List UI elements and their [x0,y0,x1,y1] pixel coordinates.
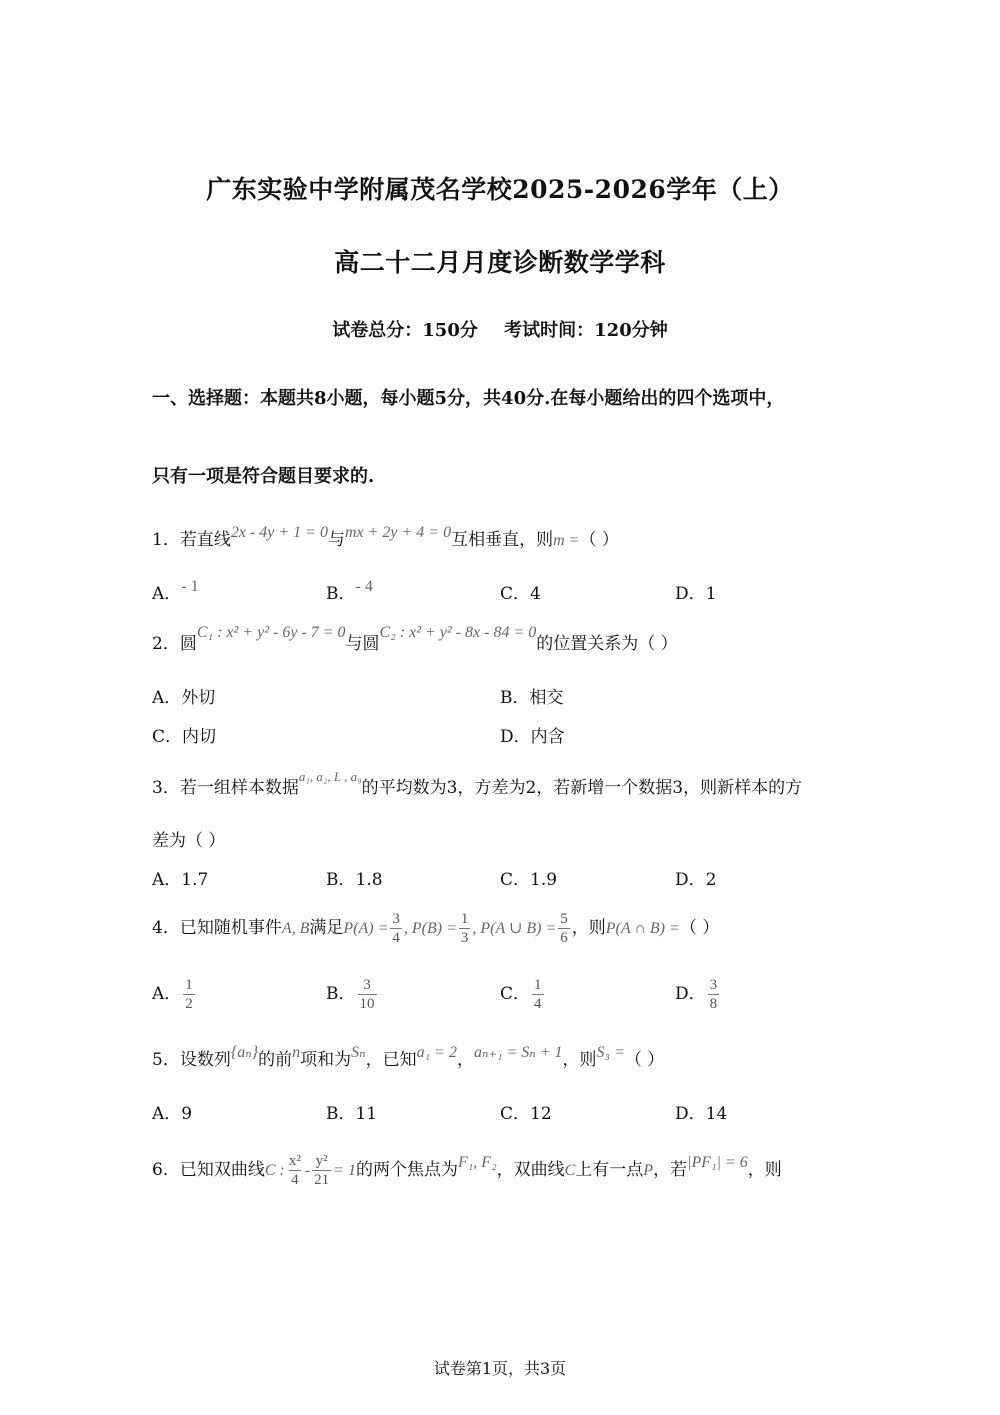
question-2 [152,624,678,657]
frac-num: x² [288,1153,301,1169]
option-label: A． [152,984,182,1004]
option-frac [358,976,377,1013]
q4-math-question: P(A ∩ B) = [605,920,680,937]
q6-text: ，双曲线 [496,1160,565,1180]
q6-math-foci: F₁, F₂ [457,1154,497,1171]
q1-option-d: D．1 [675,584,717,604]
q6-text: 上有一点 [575,1160,644,1180]
q2-option-b: B．相交 [500,688,564,708]
q5-option-b: B．11 [326,1104,378,1124]
exam-meta [0,316,1000,342]
question-3 [152,769,803,801]
page-footer: 试卷第1页，共3页 [433,1359,567,1378]
frac-num: 5 [560,911,568,927]
q2-math-circle1: C₁ : x² + y² - 6y - 7 = 0 [196,624,346,641]
q5-option-c: C．12 [500,1104,552,1124]
q5-text: 的前 [258,1050,293,1070]
question-5 [152,1044,665,1073]
q4-blank: （ ） [679,918,720,938]
q4-option-b [326,972,379,1016]
option-value: - 1 [181,578,199,595]
q2-text: 与圆 [345,634,380,654]
q4-frac-pab [558,910,570,947]
q4-math-pab: , P(A ∪ B) = [472,920,557,937]
q4-text: 满足 [309,918,344,938]
q4-math-pb: , P(B) = [403,920,457,937]
q5-math-recurrence: aₙ₊₁ = Sₙ + 1 [473,1044,563,1061]
q3-option-a: A．1.7 [152,870,209,890]
q3-math-data: a₁, a₂, L , a₉ [298,769,362,784]
q6-math-p: P [643,1162,654,1179]
q3-option-b: B．1.8 [326,870,383,890]
q4-option-a [152,972,197,1016]
frac-den: 8 [709,996,718,1012]
q1-option-b [326,578,373,607]
q6-frac-x [287,1152,303,1189]
q4-option-d [675,972,721,1016]
question-6 [152,1146,782,1195]
frac-num: 1 [185,977,193,993]
frac-den: 4 [534,996,542,1012]
q5-math-n: n [292,1044,301,1061]
q5-math-sn: Sₙ [351,1044,366,1061]
q3-text: 的平均数为3，方差为2，若新增一个数据3，则新样本的方 [361,778,803,798]
frac-num: 3 [709,977,718,993]
q5-text: ，已知 [365,1050,417,1070]
option-label: B． [326,984,356,1004]
q5-text: 5．设数列 [152,1050,231,1070]
option-label: D． [675,984,706,1004]
q6-frac-y [312,1152,331,1189]
question-4 [152,906,719,951]
frac-num: 3 [392,911,400,927]
q1-text: 1．若直线 [152,530,231,550]
q4-text: ，则 [571,918,606,938]
option-label: A． [152,584,182,604]
q6-math-eq: = 1 [333,1162,356,1179]
q6-math-minus: - [304,1162,311,1179]
q1-option-c: C．4 [500,584,541,604]
exam-title-line2: 高二十二月月度诊断数学学科 [334,248,666,277]
frac-den: 10 [359,996,375,1012]
option-label: C． [500,984,531,1004]
q5-math-s3: S₃ = [596,1044,625,1061]
question-1 [152,524,619,553]
q1-text: 互相垂直，则 [451,530,554,550]
q2-text: 2．圆 [152,634,197,654]
q4-frac-pa [390,910,402,947]
q1-math-line1: 2x - 4y + 1 = 0 [230,524,328,541]
q1-blank: （ ） [579,530,619,550]
q4-frac-pb [459,910,471,947]
q6-text: 6．已知双曲线 [152,1160,265,1180]
q5-text: ， [456,1050,474,1070]
q1-option-a [152,578,199,607]
q2-option-d: D．内含 [500,727,565,747]
total-score: 试卷总分：150分 [332,320,478,341]
q5-math-a1: a₁ = 2 [416,1044,457,1061]
option-frac [532,976,544,1013]
q4-text: 4．已知随机事件 [152,918,282,938]
option-label: B． [326,584,356,604]
q6-text: 的两个焦点为 [355,1160,458,1180]
frac-num: 1 [460,911,469,927]
q2-option-c: C．内切 [152,727,217,747]
q6-text: ，则 [747,1160,782,1180]
q5-option-d: D．14 [675,1104,728,1124]
q5-text: 项和为 [300,1050,352,1070]
q1-math-line2: mx + 2y + 4 = 0 [344,524,452,541]
q4-option-c [500,972,546,1016]
section-heading-line2: 只有一项是符合题目要求的. [152,466,375,487]
option-value: - 4 [355,578,373,595]
frac-den: 21 [314,1172,330,1188]
frac-num: 1 [534,977,542,993]
frac-den: 3 [460,930,469,946]
q5-math-sequence: {aₙ} [230,1044,259,1061]
frac-den: 4 [291,1172,299,1188]
q3-option-c: C．1.9 [500,870,558,890]
frac-den: 4 [392,930,400,946]
exam-time: 考试时间：120分钟 [504,320,668,341]
option-frac [708,976,720,1013]
q3-option-d: D．2 [675,870,717,890]
question-3-line2: 差为（ ） [152,831,226,851]
q2-text: 的位置关系为（ ） [536,634,678,654]
q6-math-pf1: |PF₁| = 6 [687,1154,748,1171]
frac-num: y² [315,1153,328,1169]
frac-den: 6 [560,930,568,946]
q6-text: ，若 [653,1160,688,1180]
frac-num: 3 [363,977,371,993]
q5-text: ，则 [562,1050,597,1070]
q3-text: 3．若一组样本数据 [152,778,299,798]
q2-math-circle2: C₂ : x² + y² - 8x - 84 = 0 [379,624,537,641]
section-heading-line1: 一、选择题：本题共8小题，每小题5分，共40分.在每小题给出的四个选项中， [152,388,785,409]
q1-text: 与 [327,530,345,550]
q5-option-a: A．9 [152,1104,193,1124]
q6-math-c: C [564,1162,576,1179]
option-frac [183,976,195,1013]
q4-math-events: A, B [281,920,310,937]
q4-math-pa: P(A) = [343,920,389,937]
q6-math-curve: C : [264,1162,285,1179]
q2-option-a: A．外切 [152,688,216,708]
q1-math-m: m = [553,532,580,549]
q5-blank: （ ） [624,1050,665,1070]
frac-den: 2 [185,996,193,1012]
exam-title-line1: 广东实验中学附属茂名学校2025-2026学年（上） [206,175,794,204]
